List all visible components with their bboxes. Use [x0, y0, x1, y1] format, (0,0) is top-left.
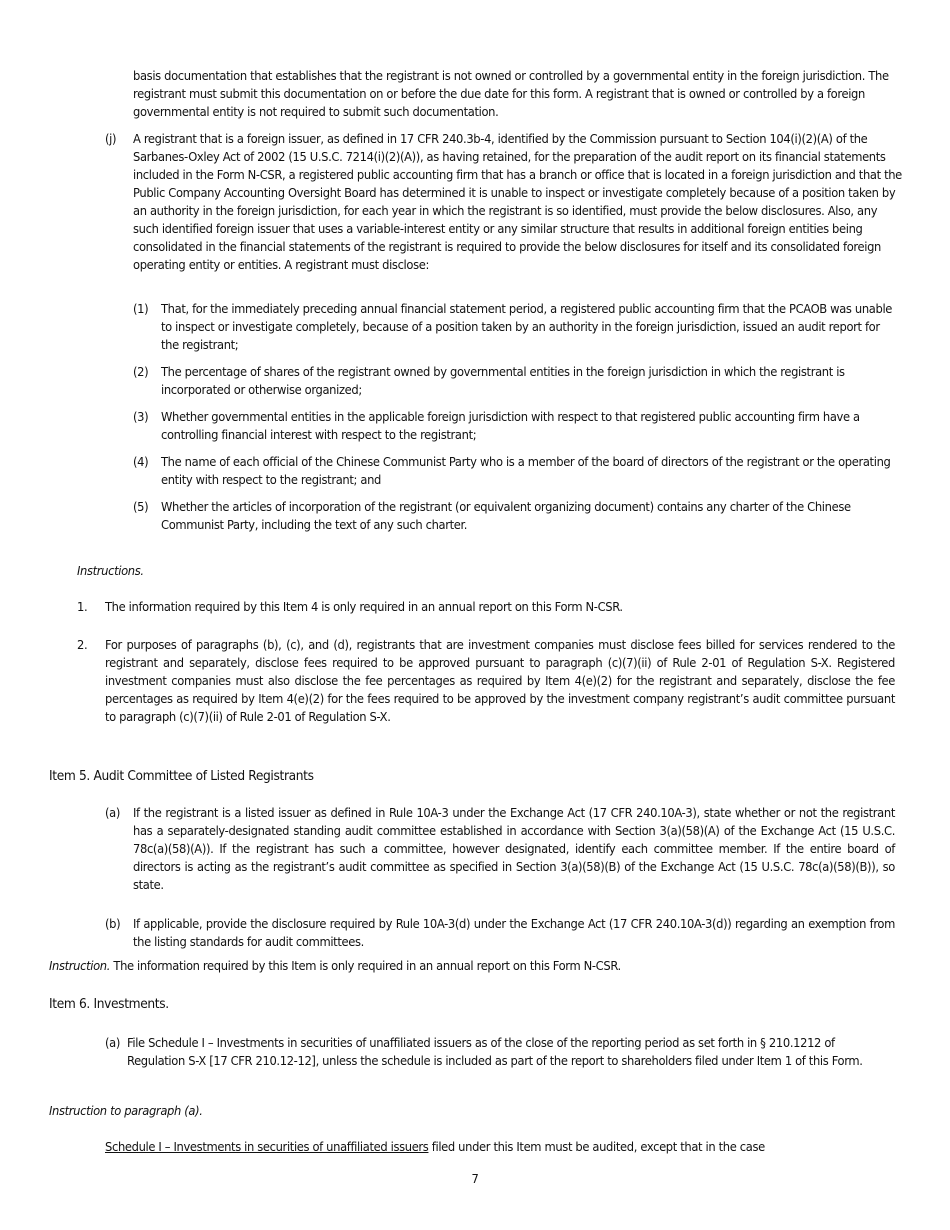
subitem-label: (1) [133, 302, 149, 317]
item5-heading: Item 5. Audit Committee of Listed Registrants [49, 768, 314, 784]
item6-a-label: (a) [105, 1036, 120, 1051]
subitem-text: The percentage of shares of the registrant owned by governmental entities in the foreign jurisdiction in which the registrant is incorporated or otherwise organized; [161, 365, 845, 398]
item5-a [105, 805, 895, 895]
list-item [133, 499, 895, 535]
list-item [133, 364, 893, 400]
subitem-label: (2) [133, 365, 149, 380]
subitem-text: That, for the immediately preceding annual financial statement period, a registered public accounting firm that the PCAOB was unable to inspect or investigate completely, because of a position taken by an authority in the foreign jurisdiction, issued an audit report for the registrant; [161, 302, 893, 353]
instruction-label: 2. [77, 638, 88, 653]
item-j-label: (j) [105, 132, 117, 147]
item6-a-text: File Schedule I – Investments in securities of unaffiliated issuers as of the close of the reporting period as set forth in § 210.1212 of Regulation S-X [17 CFR 210.12-12], unless the schedule is included as part of the report to shareholders filed under Item 1 of this Form. [127, 1036, 863, 1069]
subitem-label: (4) [133, 455, 149, 470]
list-item [133, 301, 893, 355]
item5-instruction-text: The information required by this Item is only required in an annual report on this Form N-CSR. [110, 959, 621, 974]
item-j-text: A registrant that is a foreign issuer, as defined in 17 CFR 240.3b-4, identified by the Commission pursuant to Section 104(i)(2)(A) of the Sarbanes-Oxley Act of 2002 (15 U.S.C. 7214(i)(2)(A)), as having retained, for the preparation of the audit report on its financial statements included in the Form N-CSR, a registered public accounting firm that has a branch or office that is located in a foreign jurisdiction and that the Public Company Accounting Oversight Board has determined it is unable to inspect or investigate completely because of a position taken by an authority in the foreign jurisdiction, for each year in which the registrant is so identified, must provide the below disclosures. Also, any such identified foreign issuer that uses a variable-interest entity or any similar structure that results in additional foreign entities being consolidated in the financial statements of the registrant is required to provide the below disclosures for itself and its consolidated foreign operating entity or entities. A registrant must disclose: [133, 132, 902, 273]
list-item [133, 454, 895, 490]
subitem-text: Whether governmental entities in the applicable foreign jurisdiction with respect to that registered public accounting firm have a controlling financial interest with respect to the registrant; [161, 410, 860, 443]
item5-b-text: If applicable, provide the disclosure required by Rule 10A-3(d) under the Exchange Act (17 CFR 240.10A-3(d)) regarding an exemption from the listing standards for audit committees. [133, 917, 895, 950]
instructions-heading: Instructions. [77, 564, 144, 579]
item5-a-text: If the registrant is a listed issuer as defined in Rule 10A-3 under the Exchange Act (17 CFR 240.10A-3), state whether or not the registrant has a separately-designated standing audit committee established in accordance with Section 3(a)(58)(A) of the Exchange Act (15 U.S.C. 78c(a)(58)(A)). If the registrant has such a committee, however designated, identify each committee member. If the entire board of directors is acting as the registrant’s audit committee as specified in Section 3(a)(58)(B) of the Exchange Act (15 U.S.C. 78c(a)(58)(B)), so state. [133, 806, 895, 893]
item5-instruction-label: Instruction. [49, 959, 111, 974]
item6-heading: Item 6. Investments. [49, 996, 169, 1012]
item5-b-label: (b) [105, 917, 121, 932]
item5-a-label: (a) [105, 806, 120, 821]
item6-instruction-paragraph [105, 1139, 905, 1157]
subitem-label: (5) [133, 500, 149, 515]
instruction-text: The information required by this Item 4 is only required in an annual report on this Form N-CSR. [105, 600, 623, 615]
list-item [133, 409, 893, 445]
item6-instruction-heading: Instruction to paragraph (a). [49, 1104, 203, 1119]
subitem-label: (3) [133, 410, 149, 425]
item6-instruction-text: filed under this Item must be audited, except that in the case [428, 1140, 765, 1155]
page-number: 7 [471, 1172, 479, 1187]
instruction-item [77, 599, 895, 617]
item-j [105, 131, 903, 275]
item6-a [105, 1035, 895, 1071]
item5-instruction [49, 958, 909, 976]
instruction-text: For purposes of paragraphs (b), (c), and (d), registrants that are investment companies must disclose fees billed for services rendered to the registrant and separately, disclose fees required to be approved pursuant to paragraph (c)(7)(ii) of Rule 2-01 of Regulation S-X. Registered investment companies must also disclose the fee percentages as required by Item 4(e)(2) for the registrant and separately, disclose the fee percentages as required by Item 4(e)(2) for the fees required to be approved by the investment company registrant’s audit committee pursuant to paragraph (c)(7)(ii) of Rule 2-01 of Regulation S-X. [105, 638, 895, 725]
schedule-i-reference: Schedule I – Investments in securities of unaffiliated issuers [105, 1140, 429, 1155]
instruction-label: 1. [77, 600, 88, 615]
item5-b [105, 916, 895, 952]
instruction-item [77, 637, 895, 727]
subitem-text: Whether the articles of incorporation of the registrant (or equivalent organizing document) contains any charter of the Chinese Communist Party, including the text of any such charter. [161, 500, 851, 533]
subitem-text: The name of each official of the Chinese Communist Party who is a member of the board of directors of the registrant or the operating entity with respect to the registrant; and [161, 455, 891, 488]
continuation-paragraph: basis documentation that establishes that the registrant is not owned or controlled by a governmental entity in the foreign jurisdiction. The registrant must submit this documentation on or before the due date for this form. A registrant that is owned or controlled by a foreign governmental entity is not required to submit such documentation. [133, 69, 889, 120]
